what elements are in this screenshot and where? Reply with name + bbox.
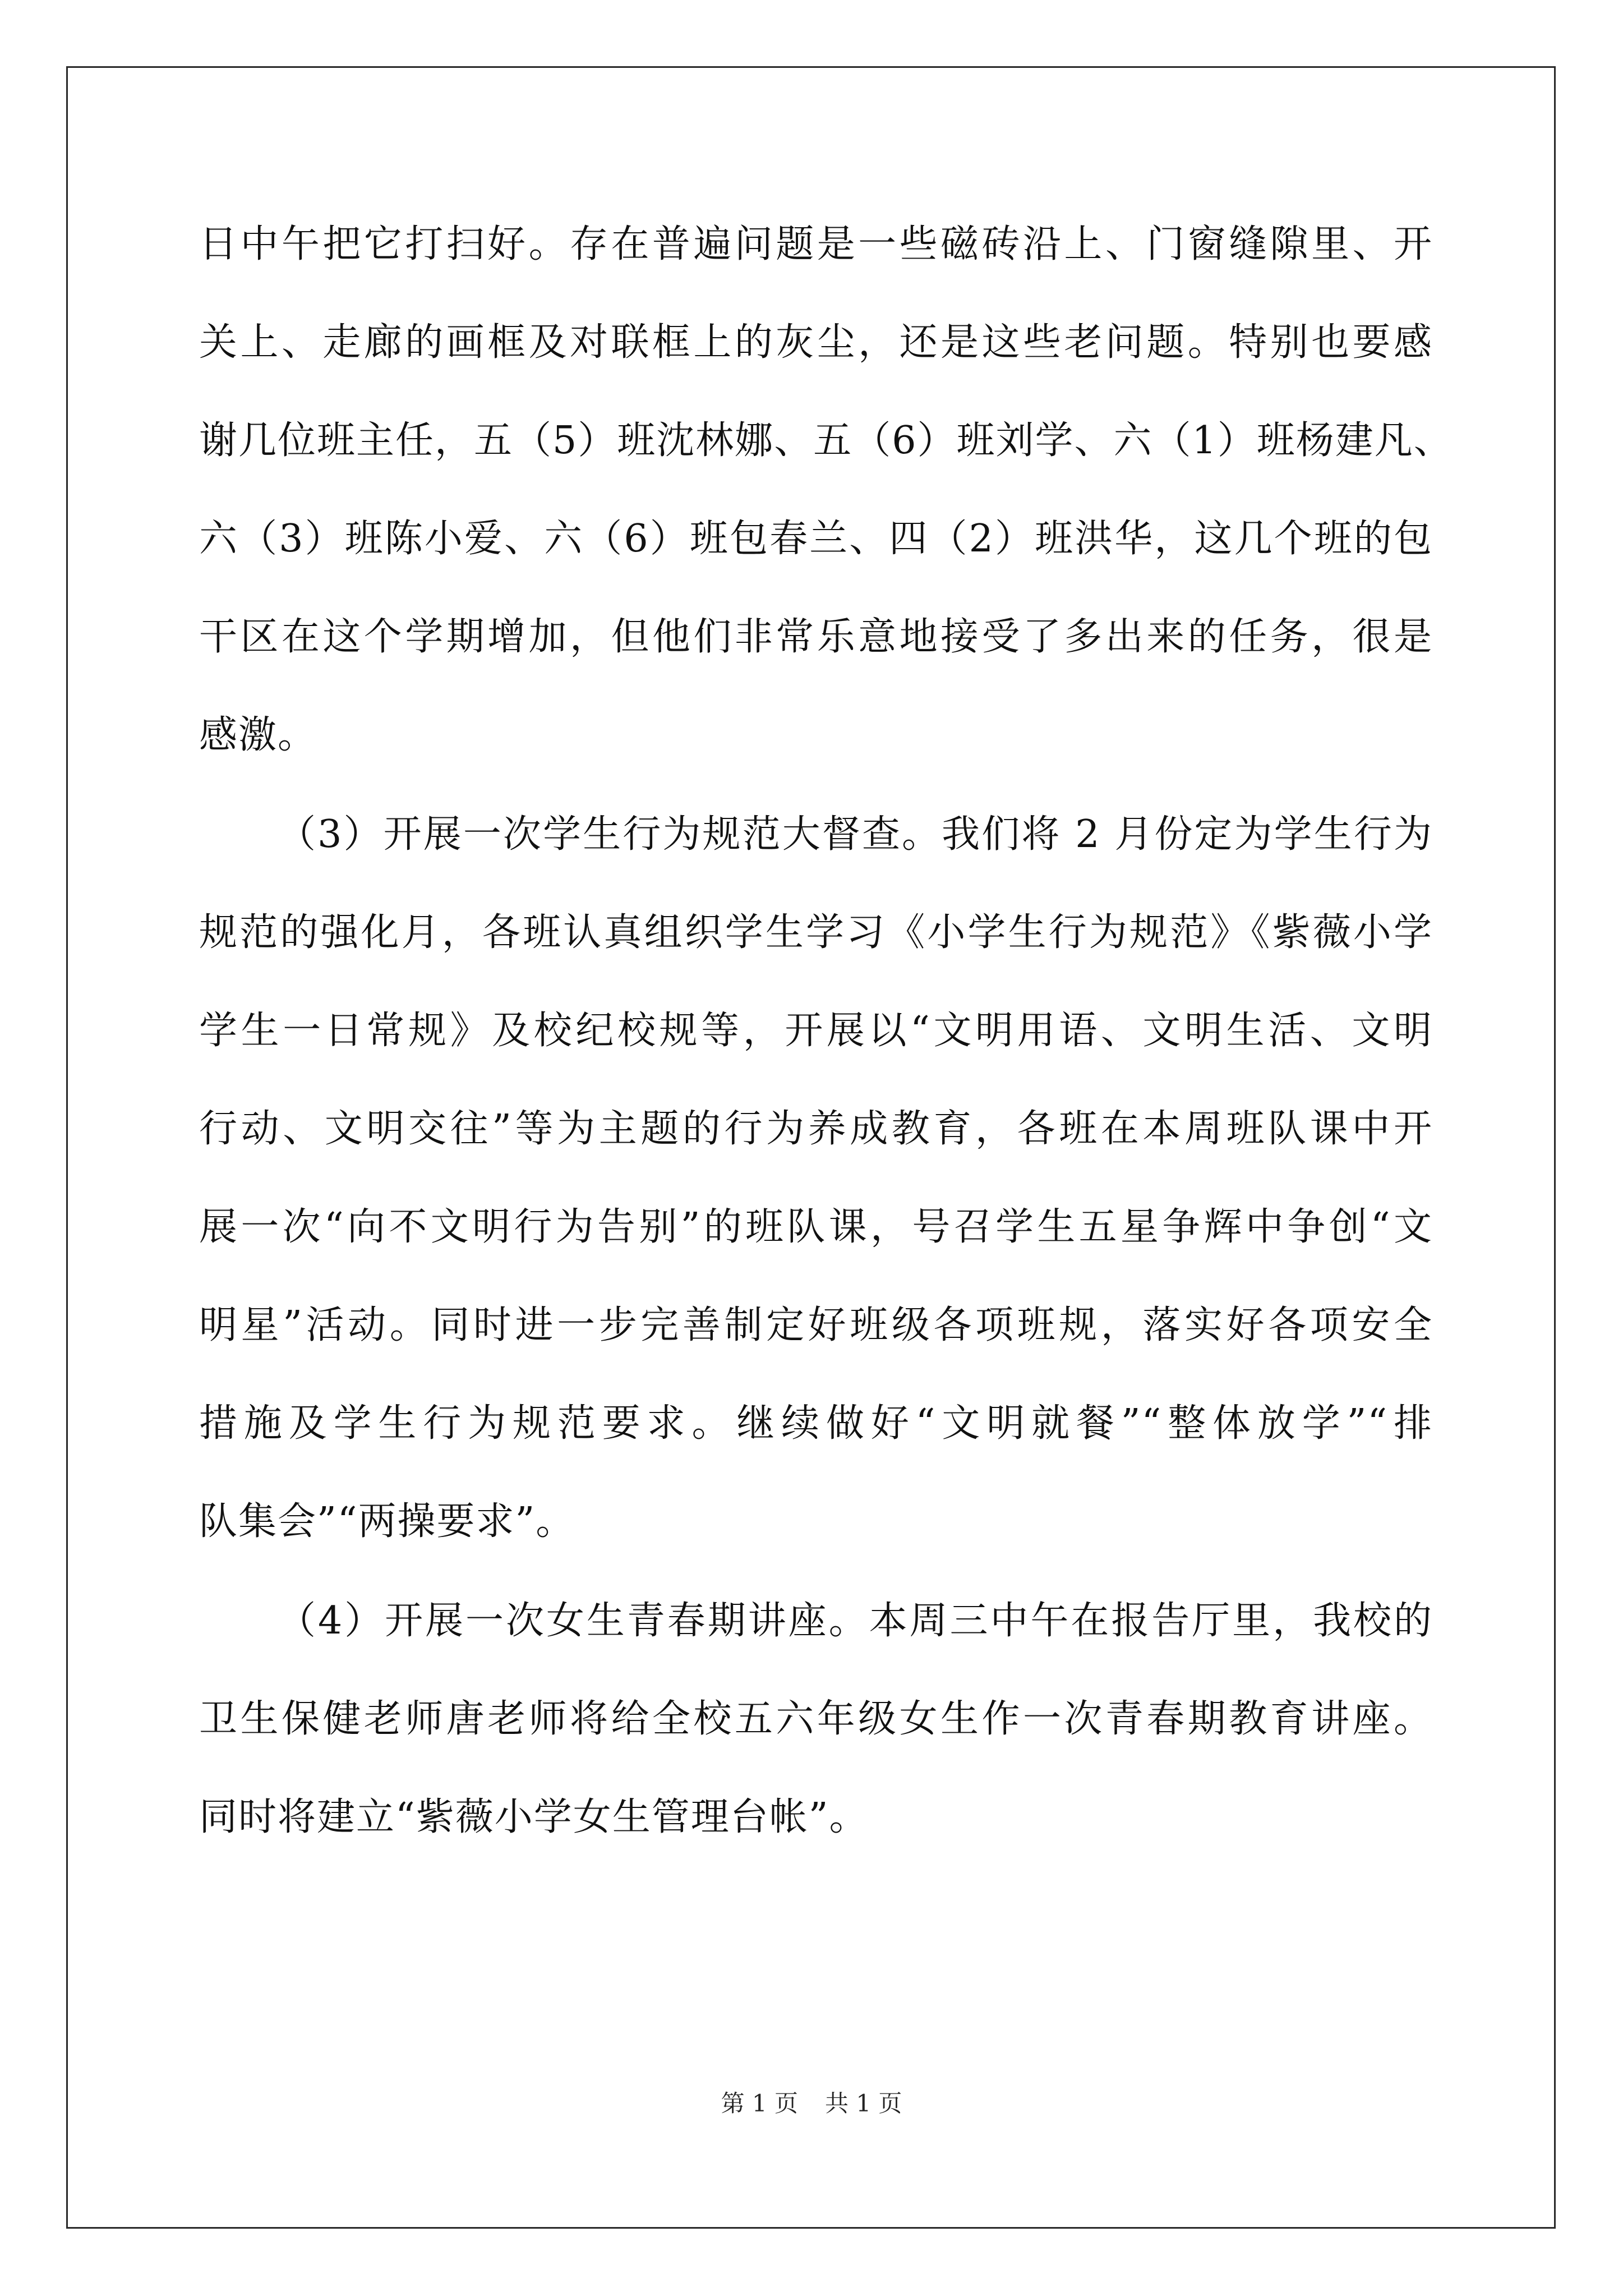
text-line: 同时将建立“紫薇小学女生管理台帐”。	[199, 1795, 869, 1839]
paragraph-heading-3: （3）开展一次学生行为规范大督查。我们将 2 月份定为学生行为	[278, 812, 1433, 857]
text-line: 行动、文明交往”等为主题的行为养成教育，各班在本周班队课中开	[199, 1107, 1433, 1151]
text-line: 队集会”“两操要求”。	[199, 1499, 575, 1544]
text-line: 展一次“向不文明行为告别”的班队课，号召学生五星争辉中争创“文	[199, 1205, 1433, 1249]
text-line: 六（3）班陈小爱、六（6）班包春兰、四（2）班洪华，这几个班的包	[199, 517, 1433, 561]
text-line: 感激。	[199, 713, 317, 757]
page-total: 共 1 页	[825, 2090, 902, 2117]
text-line: 规范的强化月，各班认真组织学生学习《小学生行为规范》《紫薇小学	[199, 910, 1433, 955]
page-footer	[0, 2087, 1623, 2120]
text-line: 卫生保健老师唐老师将给全校五六年级女生作一次青春期教育讲座。	[199, 1697, 1433, 1741]
paragraph-heading-4: （4）开展一次女生青春期讲座。本周三中午在报告厅里，我校的	[278, 1599, 1433, 1643]
text-line: 关上、走廊的画框及对联框上的灰尘，还是这些老问题。特别也要感	[199, 320, 1433, 365]
text-line: 日中午把它打扫好。存在普遍问题是一些磁砖沿上、门窗缝隙里、开	[199, 222, 1433, 266]
page-number: 第 1 页	[721, 2090, 798, 2117]
text-line: 谢几位班主任，五（5）班沈林娜、五（6）班刘学、六（1）班杨建凡、	[199, 418, 1453, 463]
text-line: 干区在这个学期增加，但他们非常乐意地接受了多出来的任务，很是	[199, 615, 1433, 659]
text-line: 学生一日常规》及校纪校规等，开展以“文明用语、文明生活、文明	[199, 1009, 1433, 1053]
text-line: 明星”活动。同时进一步完善制定好班级各项班规，落实好各项安全	[199, 1303, 1433, 1347]
text-line: 措施及学生行为规范要求。继续做好“文明就餐”“整体放学”“排	[199, 1401, 1433, 1446]
